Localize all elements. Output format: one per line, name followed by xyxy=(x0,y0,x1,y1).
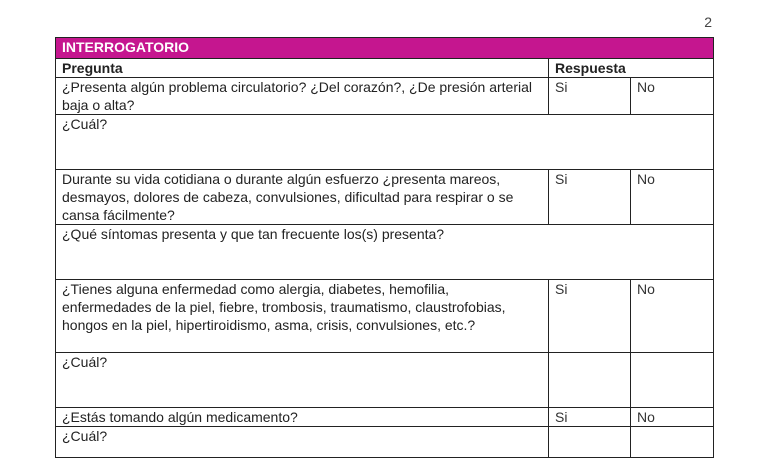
question-3-no-option[interactable]: No xyxy=(631,280,714,353)
question-3-followup-field[interactable]: ¿Cuál? xyxy=(56,353,549,408)
question-4-followup-no-cell[interactable] xyxy=(631,427,714,458)
question-2: Durante su vida cotidiana o durante algún esfuerzo ¿presenta mareos, desmayos, dolores de cabeza, convulsiones, dificultad para respirar o se cansa fácilmente? xyxy=(56,170,549,225)
question-4-yes-option[interactable]: Si xyxy=(549,408,631,427)
question-4-followup-field[interactable]: ¿Cuál? xyxy=(56,427,549,458)
question-3-yes-option[interactable]: Si xyxy=(549,280,631,353)
question-1-followup-field[interactable]: ¿Cuál? xyxy=(56,115,714,170)
question-3-followup-yes-cell[interactable] xyxy=(549,353,631,408)
form-title: INTERROGATORIO xyxy=(56,38,714,59)
question-3-followup-no-cell[interactable] xyxy=(631,353,714,408)
question-1: ¿Presenta algún problema circulatorio? ¿Del corazón?, ¿De presión arterial baja o alta? xyxy=(56,78,549,115)
question-3: ¿Tienes alguna enfermedad como alergia, diabetes, hemofilia, enfermedades de la piel, fiebre, trombosis, traumatismo, claustrofobias, hongos en la piel, hipertiroidismo, asma, crisis, convulsiones, etc.? xyxy=(56,280,549,353)
question-4: ¿Estás tomando algún medicamento? xyxy=(56,408,549,427)
question-2-no-option[interactable]: No xyxy=(631,170,714,225)
interrogation-form-table xyxy=(55,37,714,458)
question-2-yes-option[interactable]: Si xyxy=(549,170,631,225)
answer-column-header: Respuesta xyxy=(549,59,714,78)
question-4-followup-yes-cell[interactable] xyxy=(549,427,631,458)
question-1-no-option[interactable]: No xyxy=(631,78,714,115)
question-2-followup-field[interactable]: ¿Qué síntomas presenta y que tan frecuente los(s) presenta? xyxy=(56,225,714,280)
page-number: 2 xyxy=(704,14,712,30)
question-1-yes-option[interactable]: Si xyxy=(549,78,631,115)
question-4-no-option[interactable]: No xyxy=(631,408,714,427)
question-column-header: Pregunta xyxy=(56,59,549,78)
